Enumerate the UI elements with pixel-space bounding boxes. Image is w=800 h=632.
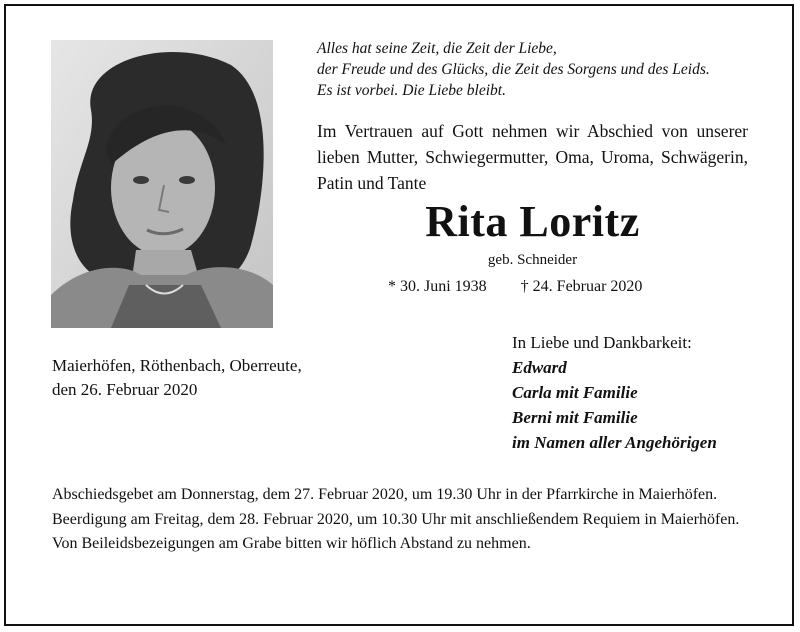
mourner-name: Berni mit Familie [512, 408, 638, 427]
notice-condolences: Von Beileidsbezeigungen am Grabe bitten wir höflich Abstand zu nehmen. [52, 535, 531, 552]
life-dates [388, 276, 642, 298]
portrait-image [51, 40, 273, 328]
place-date [52, 354, 302, 402]
deceased-name: Rita Loritz [425, 197, 640, 246]
mourners-heading: In Liebe und Dankbarkeit: [512, 333, 692, 352]
motto-line: Alles hat seine Zeit, die Zeit der Liebe, [317, 40, 557, 57]
death-date: 24. Februar 2020 [532, 278, 643, 295]
death-symbol: † [520, 278, 529, 295]
notice-prayer: Abschiedsgebet am Donnerstag, dem 27. Februar 2020, um 19.30 Uhr in der Pfarrkirche in Maierhöfen. [52, 486, 718, 503]
motto-verse [317, 38, 757, 101]
mourner-name: im Namen aller Angehörigen [512, 433, 717, 452]
place-line: Maierhöfen, Röthenbach, Oberreute, [52, 356, 302, 375]
mourner-name: Carla mit Familie [512, 383, 638, 402]
service-notices [52, 484, 748, 558]
portrait-photo [51, 40, 273, 328]
maiden-name: geb. Schneider [487, 252, 578, 268]
motto-line: Es ist vorbei. Die Liebe bleibt. [317, 82, 506, 99]
mourner-name: Edward [512, 358, 567, 377]
notice-funeral: Beerdigung am Freitag, dem 28. Februar 2020, um 10.30 Uhr mit anschließendem Requiem in Maierhöfen. [52, 510, 740, 528]
birth-symbol: * [388, 278, 396, 295]
date-line: den 26. Februar 2020 [52, 380, 198, 399]
birth-date: 30. Juni 1938 [400, 278, 487, 295]
mourners-block [512, 330, 717, 455]
intro-text: Im Vertrauen auf Gott nehmen wir Abschied von unserer lieben Mutter, Schwiegermutter, Oma, Uroma, Schwägerin, Patin und Tante [317, 121, 748, 193]
motto-line: der Freude und des Glücks, die Zeit des Sorgens und des Leids. [317, 61, 710, 78]
